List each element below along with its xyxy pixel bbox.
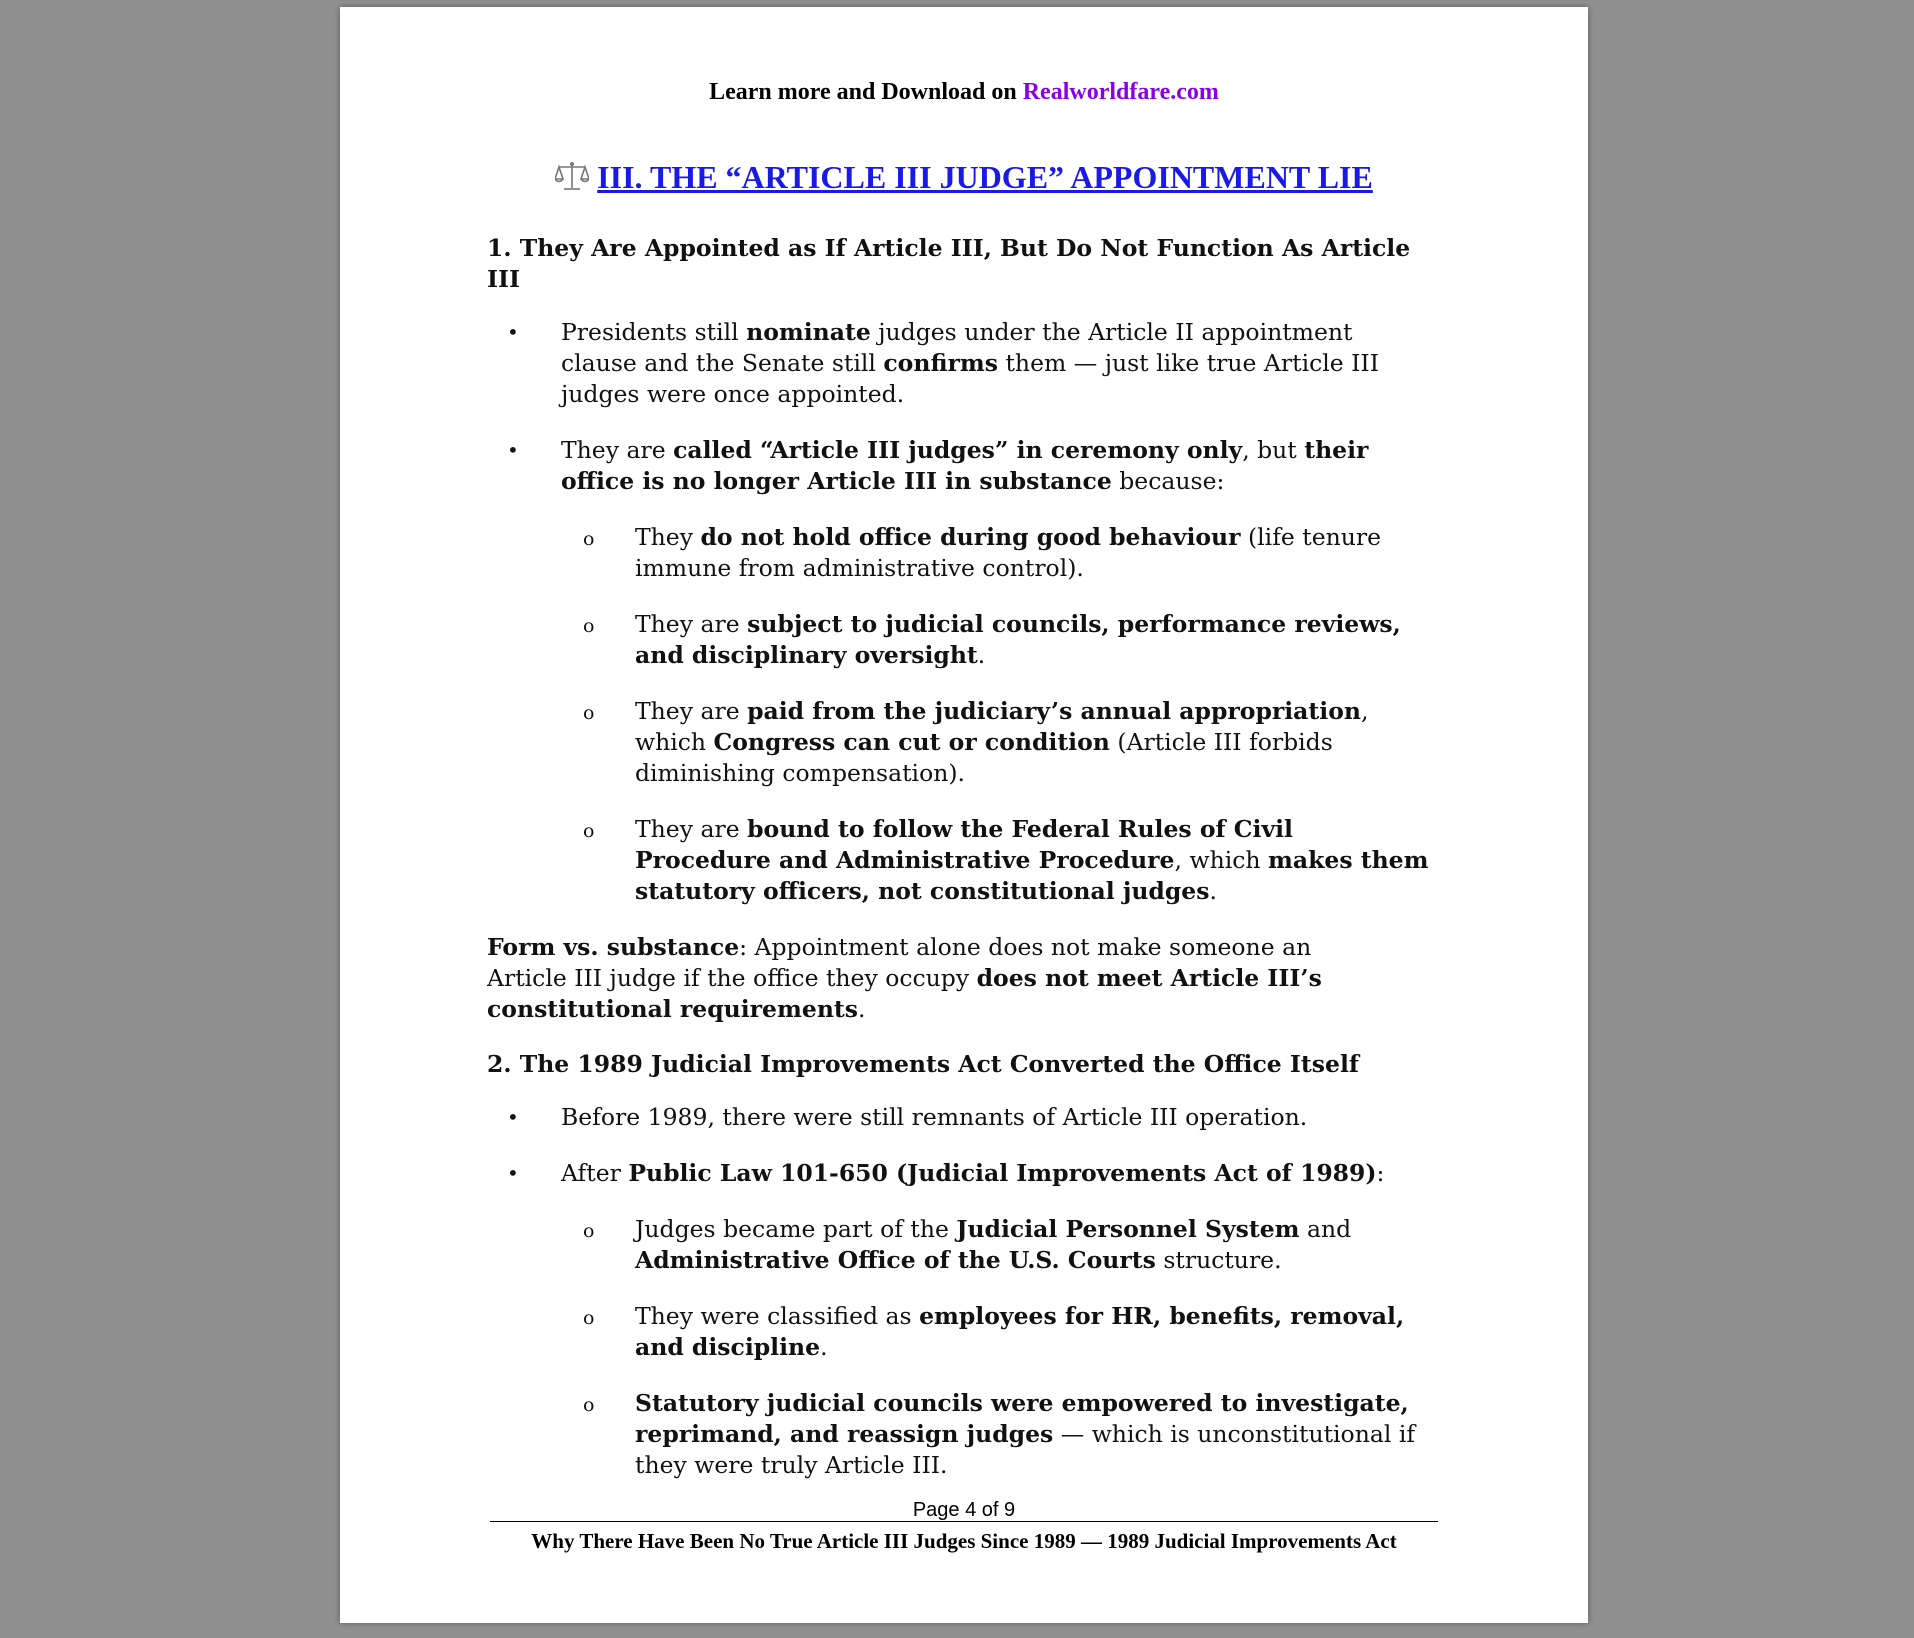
section-title-link[interactable]: III. THE “ARTICLE III JUDGE” APPOINTMENT LIE	[597, 159, 1373, 195]
sub-bullet-marker: o	[583, 1220, 595, 1242]
section-title	[340, 159, 1588, 200]
text: They were classified as	[635, 1302, 920, 1330]
bold-text: called “Article III judges” in ceremony only	[673, 436, 1243, 464]
list-item	[487, 317, 1421, 410]
text: structure.	[1155, 1246, 1282, 1274]
header-prefix: Learn more and Download on	[709, 79, 1023, 105]
bold-text: do not hold office during good behaviour	[700, 523, 1241, 551]
subheading-1: 1. They Are Appointed as If Article III, But Do Not Function As Article III	[487, 234, 1411, 293]
text: them — just like true Article III judges were once appointed.	[561, 349, 1379, 408]
list-item	[487, 1102, 1421, 1133]
text: After	[561, 1159, 629, 1187]
sub-bullet-marker: o	[583, 1307, 595, 1329]
bold-text: subject to judicial councils, performance reviews, and disciplinary oversight	[635, 610, 1401, 669]
bold-text: does not meet Article III’s constitutional requirements	[487, 964, 1322, 1023]
sub-list-item	[487, 696, 1435, 789]
bold-text: Form vs. substance	[487, 933, 740, 961]
text: (life tenure immune from administrative control).	[635, 523, 1382, 582]
header-line	[340, 79, 1588, 106]
document-body	[487, 233, 1447, 1506]
text: They are	[635, 815, 748, 843]
bold-text: Congress can cut or condition	[713, 728, 1110, 756]
bullet-marker: •	[507, 1161, 519, 1185]
sub-list-item	[487, 1214, 1435, 1276]
sub-bullet-marker: o	[583, 615, 595, 637]
sub-list-item	[487, 522, 1435, 584]
bold-text: confirms	[883, 349, 999, 377]
bold-text: paid from the judiciary’s annual appropriation	[747, 697, 1361, 725]
subheading-2: 2. The 1989 Judicial Improvements Act Converted the Office Itself	[487, 1050, 1359, 1078]
text: .	[977, 641, 986, 669]
bullet-marker: •	[507, 320, 519, 344]
footer-divider	[490, 1521, 1438, 1522]
bullet-marker: •	[507, 438, 519, 462]
sub-bullet-marker: o	[583, 702, 595, 724]
page-number: Page 4 of 9	[912, 1499, 1016, 1521]
sub-bullet-marker: o	[583, 1394, 595, 1416]
sub-list-item	[487, 609, 1435, 671]
bold-text: employees for HR, benefits, removal, and discipline	[635, 1302, 1405, 1361]
text: : Appointment alone does not make someone an Article III judge if the office they occupy	[487, 933, 1312, 992]
text: — which is unconstitutional if they were truly Article III.	[635, 1420, 1416, 1479]
text: and	[1299, 1215, 1352, 1243]
text: .	[820, 1333, 828, 1361]
text: (Article III forbids diminishing compensation).	[635, 728, 1333, 787]
text: Before 1989, there were still remnants of Article III operation.	[561, 1103, 1308, 1131]
form-vs-substance-paragraph	[487, 932, 1387, 1025]
bold-text: Judicial Personnel System	[956, 1215, 1300, 1243]
text: They are	[635, 697, 748, 725]
bullet-marker: •	[507, 1105, 519, 1129]
text: Judges became part of the	[635, 1215, 957, 1243]
scales-icon	[555, 160, 589, 200]
bold-text: makes them statutory officers, not constitutional judges	[635, 846, 1429, 905]
text: :	[1376, 1159, 1385, 1187]
text: , which	[1174, 846, 1268, 874]
bold-text: bound to follow the Federal Rules of Civil Procedure and Administrative Procedure	[635, 815, 1293, 874]
text: Presidents still	[561, 318, 747, 346]
bold-text: Public Law 101-650 (Judicial Improvements Act of 1989)	[628, 1159, 1377, 1187]
bold-text: Statutory judicial councils were empowered to investigate, reprimand, and reassign judges	[635, 1389, 1409, 1448]
text: , but	[1242, 436, 1305, 464]
sub-bullet-marker: o	[583, 820, 595, 842]
text: They are	[635, 610, 748, 638]
text: .	[1209, 877, 1217, 905]
sub-list-item	[487, 1388, 1435, 1481]
site-link[interactable]: Realworldfare.com	[1022, 79, 1219, 105]
list-item	[487, 1158, 1421, 1189]
document-page	[340, 7, 1588, 1623]
footer-title: Why There Have Been No True Article III Judges Since 1989 — 1989 Judicial Improvements Act	[531, 1529, 1397, 1553]
sub-list-item	[487, 814, 1435, 907]
text: , which	[635, 697, 1369, 756]
bold-text: nominate	[746, 318, 871, 346]
bold-text: their office is no longer Article III in substance	[561, 436, 1369, 495]
text: judges under the Article II appointment clause and the Senate still	[561, 318, 1353, 377]
text: because:	[1111, 467, 1225, 495]
sub-list-item	[487, 1301, 1435, 1363]
sub-bullet-marker: o	[583, 528, 595, 550]
bold-text: Administrative Office of the U.S. Courts	[635, 1246, 1156, 1274]
text: They are	[561, 436, 674, 464]
text: They	[635, 523, 701, 551]
text: .	[858, 995, 866, 1023]
list-item	[487, 435, 1421, 497]
